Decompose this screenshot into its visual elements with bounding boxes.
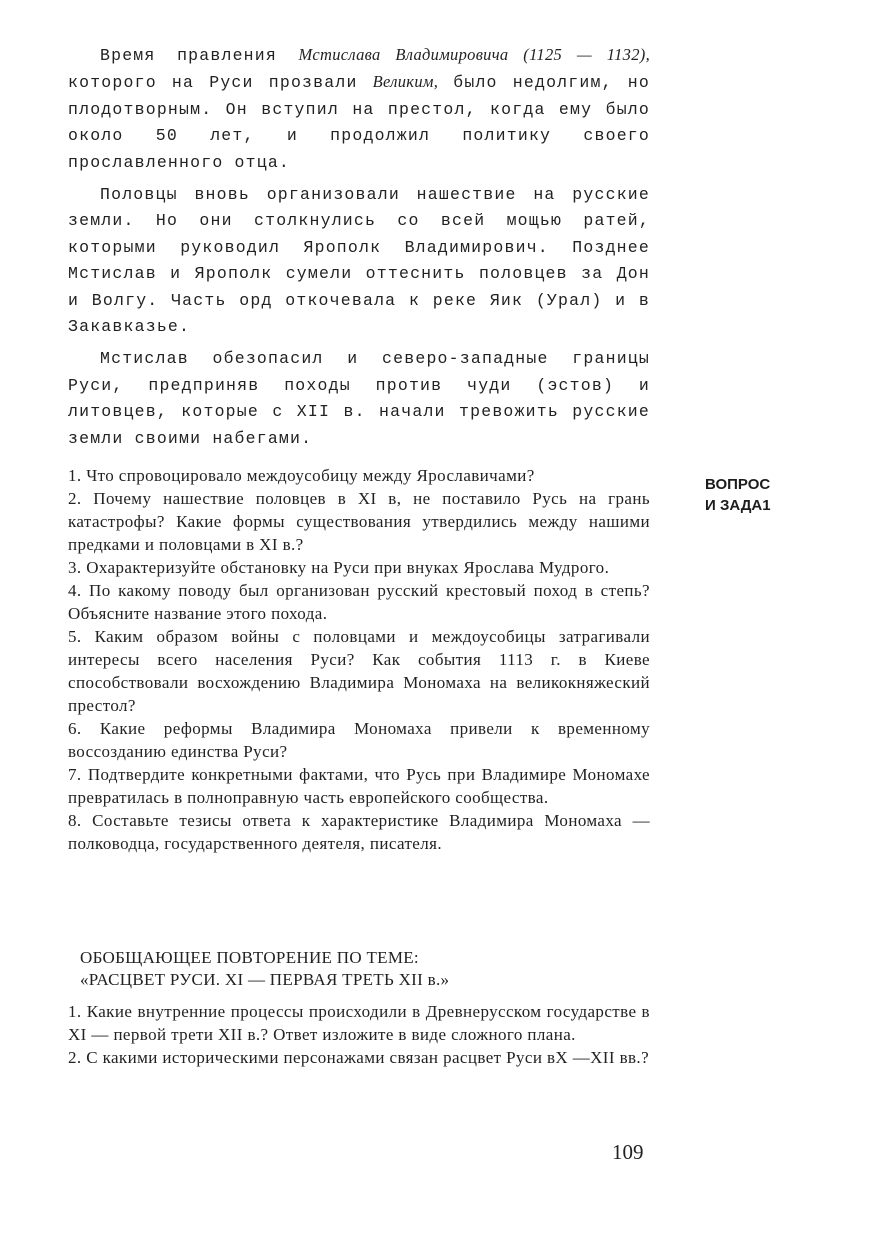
question-item: 8. Составьте тезисы ответа к характеристике Владимира Мономаха — полководца, государственного деятеля, писателя. (68, 811, 650, 853)
section-title (80, 947, 640, 991)
recap-question-item: 1. Какие внутренние процессы происходили в Древнерусском государстве в XI — первой трети XII в.? Ответ изложите в виде сложного плана. (68, 1002, 650, 1044)
question-item: 7. Подтвердите конкретными фактами, что Русь при Владимире Мономахе превратилась в полноправную часть европейского сообщества. (68, 765, 650, 807)
side-heading-line: ВОПРОС (705, 476, 771, 493)
questions-list (68, 464, 650, 855)
paragraph-text: Время правления (100, 46, 299, 65)
recap-question-item: 2. С какими историческими персонажами связан расцвет Руси вX —XII вв.? (68, 1048, 650, 1067)
section-title-line: ОБОБЩАЮЩЕЕ ПОВТОРЕНИЕ ПО ТЕМЕ: (80, 948, 419, 967)
ruler-epithet: Великим, (372, 72, 439, 92)
side-heading-line: И ЗАДА1 (705, 497, 771, 514)
question-item: 6. Какие реформы Владимира Мономаха привели к временному воссозданию единства Руси? (68, 719, 650, 761)
ruler-name: Мстислава Владимировича (1125 — 1132), (298, 45, 650, 64)
question-item: 3. Охарактеризуйте обстановку на Руси при внуках Ярослава Мудрого. (68, 558, 610, 577)
page-number: 109 (612, 1140, 644, 1164)
paragraph-polovtsy: Половцы вновь организовали нашествие на русские земли. Но они столкнулись со всей мощью ратей, которыми руководил Ярополк Владимирович. Позднее Мстислав и Ярополк сумели оттеснить половцев за Дон и Волгу. Часть орд откочевала к реке Яик (Урал) и в Закавказье. (68, 185, 650, 337)
paragraph-northwest-borders: Мстислав обезопасил и северо-западные границы Руси, предприняв походы против чуди (эстов) и литовцев, которые с XII в. начали тревожить русские земли своими набегами. (68, 349, 650, 448)
question-item: 4. По какому поводу был организован русский крестовый поход в степь? Объясните название этого похода. (68, 581, 650, 623)
paragraph-text: было недолгим, но плодотворным. Он вступил на престол, когда ему было около 50 лет, и продолжил политику своего прославленного отца. (68, 73, 650, 172)
question-item: 2. Почему нашествие половцев в XI в, не поставило Русь на грань катастрофы? Какие формы существования утвердились между нашими предками и половцами в XI в.? (68, 489, 650, 554)
question-item: 5. Каким образом войны с половцами и междоусобицы затрагивали интересы всего населения Руси? Как события 1113 г. в Киеве способствовали восхождению Владимира Мономаха на великокняжеский престол? (68, 627, 650, 715)
paragraph-text: которого на Руси прозвали (68, 73, 373, 93)
questions-side-heading (705, 474, 805, 516)
section-title-line: «РАСЦВЕТ РУСИ. XI — ПЕРВАЯ ТРЕТЬ XII в.» (80, 970, 450, 989)
main-text (68, 42, 650, 458)
question-item: 1. Что спровоцировало междоусобицу между Ярославичами? (68, 466, 535, 485)
paragraph-mstislav-reign (68, 42, 650, 176)
recap-questions-list (68, 1000, 650, 1069)
